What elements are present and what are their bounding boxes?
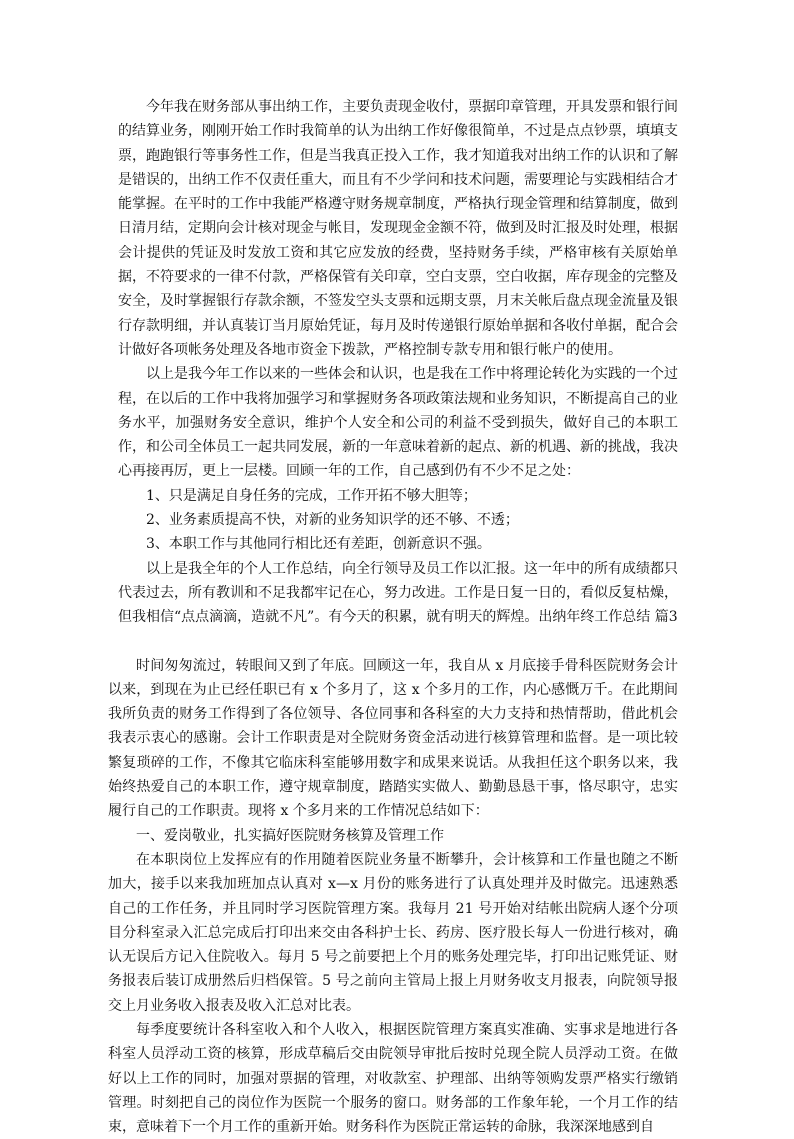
list-item: 3、本职工作与其他同行相比还有差距，创新意识不强。 (146, 536, 491, 553)
paragraph: 以上是我今年工作以来的一些体会和认识，也是我在工作中将理论转化为实践的一个过程，在以后的工作中我将加强学习和掌握财务各项政策法规和业务知识，不断提高自己的业务水平，加强财务安全意识，维护个人安全和公司的利益不受到损失，做好自己的本职工作，和公司全体员工一起共同发展，新的一年意味着新的起点、新的机遇、新的挑战，我决心再接再厉，更上一层楼。回顾一年的工作，自己感到仍有不少不足之处： (118, 366, 678, 480)
paragraph: 以上是我全年的个人工作总结，向全行领导及员工作以汇报。这一年中的所有成绩都只代表过去，所有教训和不足我都牢记在心，努力改进。工作是日复一日的，看似反复枯燥，但我相信“点点滴滴，造就不凡”。有今天的积累，就有明天的辉煌。出纳年终工作总结 篇3 (118, 560, 678, 626)
paragraph: 在本职岗位上发挥应有的作用随着医院业务量不断攀升，会计核算和工作量也随之不断加大，接手以来我加班加点认真对 x—x 月份的账务进行了认真处理并及时做完。迅速熟悉自己的工作任务，并且同时学习医院管理方案。我每月 21 号开始对结帐出院病人逐个分项目分科室录入汇总完成后打印出来交由各科护士长、药房、医疗股长每人一份进行核对，确认无误后方记入住院收入。每月 5 号之前要把上个月的账务处理完毕，打印出记账凭证、财务报表后装订成册然后归档保管。5 号之前向主管局上报上月财务收支月报表，向院领导报交上月业务收入报表及收入汇总对比表。 (108, 851, 678, 1014)
section-1 (118, 95, 678, 630)
paragraph: 每季度要统计各科室收入和个人收入，根据医院管理方案真实准确、实事求是地进行各科室人员浮动工资的核算，形成草稿后交由院领导审批后按时兑现全院人员浮动工资。在做好以上工作的同时，加强对票据的管理，对收款室、护理部、出纳等领购发票严格实行缴销管理。时刻把自己的岗位作为医院一个服务的窗口。财务部的工作象年轮，一个月工作的结束，意味着下一个月工作的重新开始。财务科作为医院正常运转的命脉，我深深地感到自 (108, 1021, 678, 1136)
list-item: 1、只是满足自身任务的完成，工作开拓不够大胆等； (146, 487, 477, 504)
section-2 (108, 654, 678, 1139)
list-item: 2、业务素质提高不快，对新的业务知识学的还不够、不透； (146, 512, 519, 529)
document-page (108, 95, 678, 1139)
section-heading: 一、爱岗敬业，扎实搞好医院财务核算及管理工作 (136, 827, 444, 844)
paragraph: 今年我在财务部从事出纳工作，主要负责现金收付，票据印章管理，开具发票和银行间的结算业务，刚刚开始工作时我简单的认为出纳工作好像很简单，不过是点点钞票，填填支票，跑跑银行等事务性工作，但是当我真正投入工作，我才知道我对出纳工作的认识和了解是错误的，出纳工作不仅责任重大，而且有不少学问和技术问题，需要理论与实践相结合才能掌握。在平时的工作中我能严格遵守财务规章制度，严格执行现金管理和结算制度，做到日清月结，定期向会计核对现金与帐目，发现现金金额不符，做到及时汇报及时处理，根据会计提供的凭证及时发放工资和其它应发放的经费，坚持财务手续，严格审核有关原始单据，不符要求的一律不付款，严格保管有关印章，空白支票，空白收据，库存现金的完整及安全，及时掌握银行存款余额，不签发空头支票和远期支票，月末关帐后盘点现金流量及银行存款明细，并认真装订当月原始凭证，每月及时传递银行原始单据和各收付单据，配合会计做好各项帐务处理及各地市资金下拨款，严格控制专款专用和银行帐户的使用。 (118, 99, 678, 358)
paragraph: 时间匆匆流过，转眼间又到了年底。回顾这一年，我自从 x 月底接手骨科医院财务会计以来，到现在为止已经任职已有 x 个多月了，这 x 个多月的工作，内心感慨万千。在此期间我所负责的财务工作得到了各位领导、各位同事和各科室的大力支持和热情帮助，借此机会我表示衷心的感谢。会计工作职责是对全院财务资金活动进行核算管理和监督。是一项比较繁复琐碎的工作，不像其它临床科室能够用数字和成果来说话。从我担任这个职务以来，我始终热爱自己的本职工作，遵守规章制度，踏踏实实做人、勤勤恳恳干事，恪尽职守，忠实履行自己的工作职责。现将 x 个多月来的工作情况总结如下： (108, 657, 678, 820)
spacer (118, 630, 678, 654)
